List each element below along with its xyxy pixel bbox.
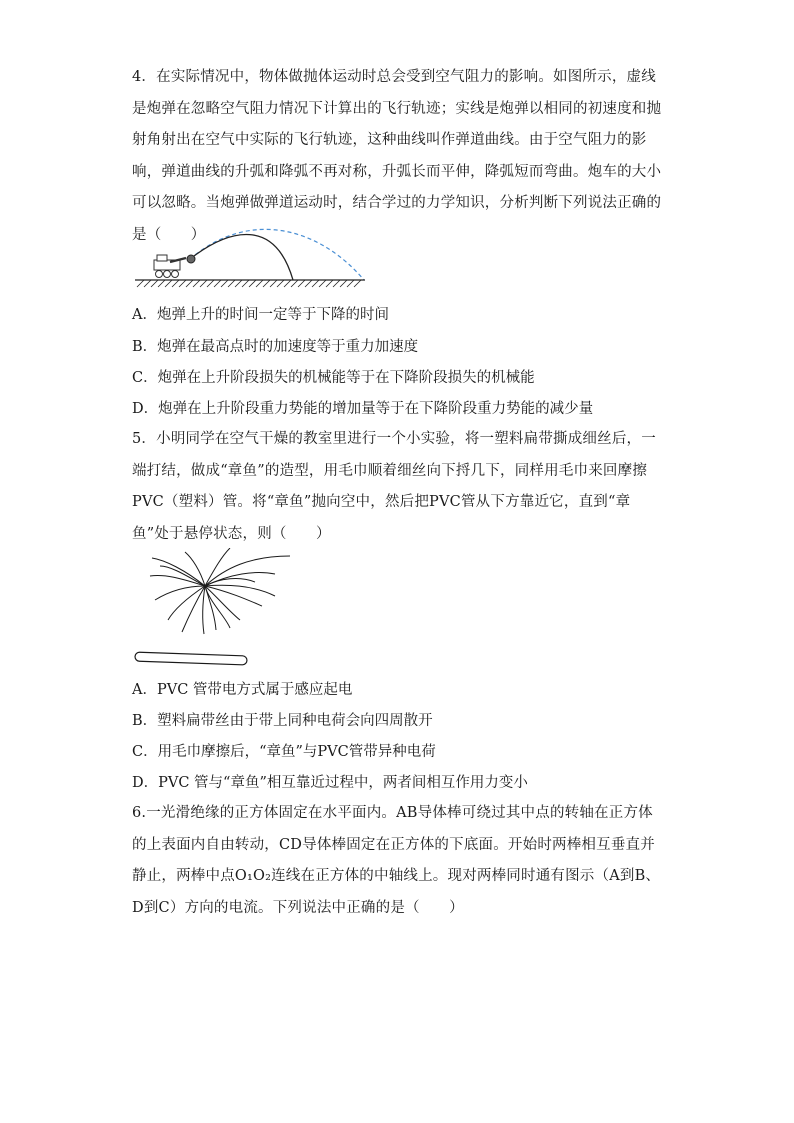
- question-5-option-c: C．用毛巾摩擦后，“章鱼”与PVC管带异种电荷: [132, 744, 436, 760]
- ground-hatching: [137, 280, 361, 287]
- actual-trajectory-solid: [190, 235, 293, 280]
- ideal-trajectory-dashed: [190, 229, 364, 280]
- question-4-option-d: D．炮弹在上升阶段重力势能的增加量等于在下降阶段重力势能的减少量: [132, 401, 594, 417]
- octopus-strands: [150, 548, 290, 634]
- question-4-option-b: B．炮弹在最高点时的加速度等于重力加速度: [132, 339, 419, 355]
- question-4-stem: 4．在实际情况中，物体做抛体运动时总会受到空气阻力的影响。如图所示，虚线是炮弹在忽略空气阻力情况下计算出的飞行轨迹；实线是炮弹以相同的初速度和抛射角射出在空气中实际的飞行轨迹，这种曲线叫作弹道曲线。由于空气阻力的影响，弹道曲线的升弧和降弧不再对称，升弧长而平伸，降弧短而弯曲。炮车的大小可以忽略。当炮弹做弹道运动时，结合学过的力学知识，分析判断下列说法正确的是（ ）: [132, 69, 662, 243]
- cannon-cart-icon: [154, 255, 186, 278]
- question-6-stem: 6.一光滑绝缘的正方体固定在水平面内。AB导体棒可绕过其中点的转轴在正方体的上表面内自由转动，CD导体棒固定在正方体的下底面。开始时两棒相互垂直并静止，两棒中点O₁O₂连线在正方体的中轴线上。现对两棒同时通有图示（A到B、D到C）方向的电流。下列说法中正确的是（ ）: [132, 805, 661, 916]
- question-4-option-a: A．炮弹上升的时间一定等于下降的时间: [132, 307, 389, 323]
- plastic-octopus-figure: [130, 548, 300, 670]
- question-5-option-a: A．PVC 管带电方式属于感应起电: [132, 682, 353, 698]
- question-5-option-d: D．PVC 管与“章鱼”相互靠近过程中，两者间相互作用力变小: [132, 775, 528, 791]
- question-5-option-b: B．塑料扁带丝由于带上同种电荷会向四周散开: [132, 713, 433, 729]
- question-4-option-c: C．炮弹在上升阶段损失的机械能等于在下降阶段损失的机械能: [132, 370, 535, 386]
- shell-ball: [187, 255, 195, 263]
- projectile-trajectory-figure: [130, 222, 370, 290]
- pvc-pipe: [135, 652, 247, 665]
- question-5-stem: 5．小明同学在空气干燥的教室里进行一个小实验，将一塑料扁带撕成细丝后，一端打结，做成“章鱼”的造型，用毛巾顺着细丝向下捋几下，同样用毛巾来回摩擦PVC（塑料）管。将“章鱼”抛向空中，然后把PVC管从下方靠近它，直到“章鱼”处于悬停状态，则（ ）: [132, 431, 656, 542]
